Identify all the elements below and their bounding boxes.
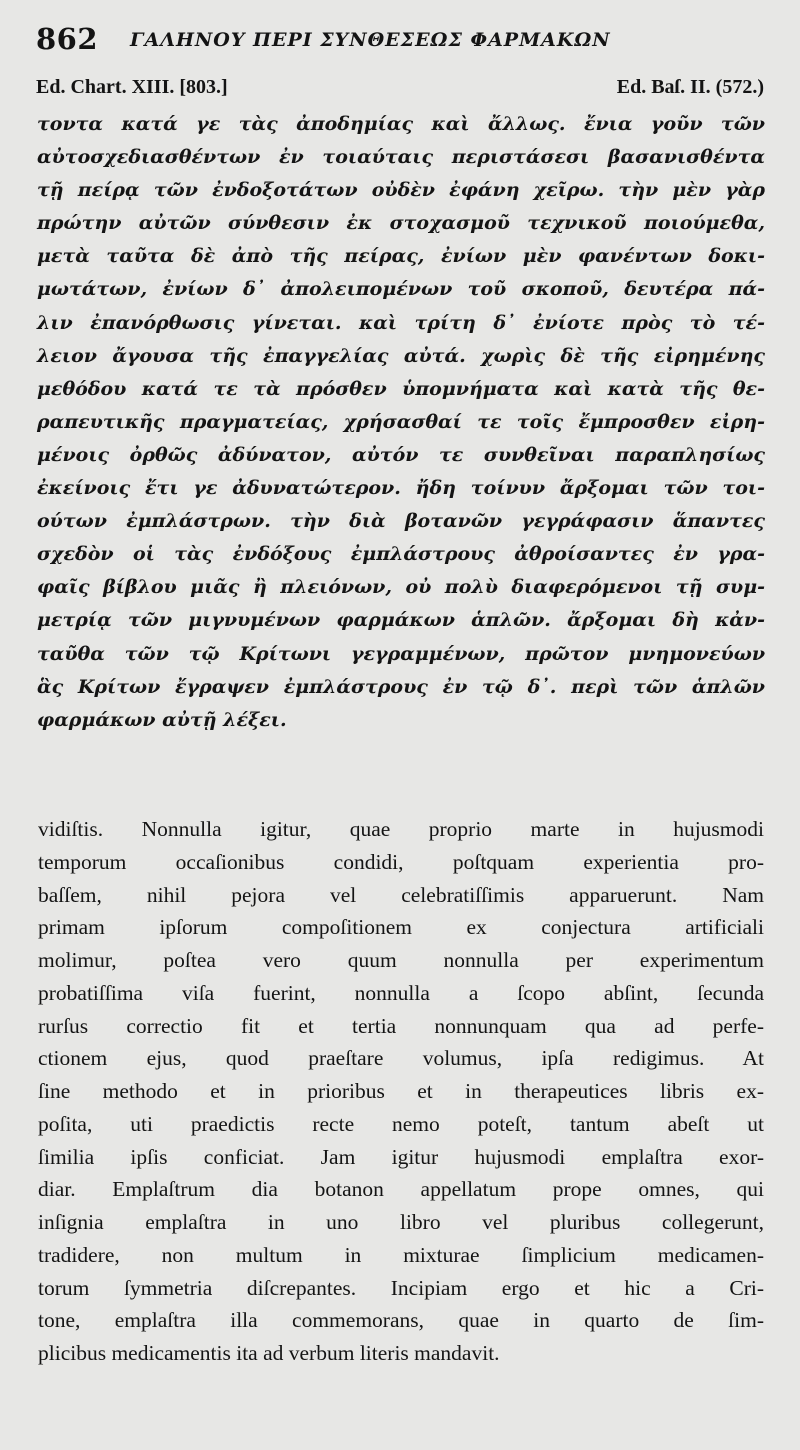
latin-line: temporum occaſionibus condidi, poſtquam experientia pro- xyxy=(38,849,764,874)
latin-line: poſita, uti praedictis recte nemo poteſt, tantum abeſt ut xyxy=(38,1111,764,1136)
greek-text-block xyxy=(37,108,765,737)
latin-line: ſine methodo et in prioribus et in therapeutices libris ex- xyxy=(38,1079,764,1103)
greek-line: ούτων ἐμπλάστρων. τὴν διὰ βοτανῶν γεγράφασιν ἅπαντες xyxy=(37,510,765,533)
greek-line: μετὰ ταῦτα δὲ ἀπὸ τῆς πείρας, ἐνίων μὲν φανέντων δοκι- xyxy=(37,245,765,268)
latin-line: probatiſſima viſa fuerint, nonnulla a ſcopo abſint, ſecunda xyxy=(38,980,764,1005)
edition-chartier: Ed. Chart. XIII. [803.] xyxy=(36,76,228,98)
greek-line: αὐτοσχεδιασθέντων ἐν τοιαύταις περιστάσεσι βασανισθέντα xyxy=(37,146,765,169)
latin-line: rurſus correctio fit et tertia nonnunquam qua ad perfe- xyxy=(38,1013,764,1038)
latin-line: vidiſtis. Nonnulla igitur, quae proprio marte in hujusmodi xyxy=(38,817,764,841)
greek-line: σχεδὸν οἱ τὰς ἐνδόξους ἐμπλάστρους ἀθροίσαντες ἐν γρα- xyxy=(37,543,765,566)
latin-line: inſignia emplaſtra in uno libro vel pluribus collegerunt, xyxy=(38,1210,764,1234)
greek-line: μετρίᾳ τῶν μιγνυμένων φαρμάκων ἁπλῶν. ἄρξομαι δὴ κἀν- xyxy=(37,609,765,632)
greek-line: λειον ἄγουσα τῆς ἐπαγγελίας αὐτά. χωρὶς δὲ τῆς εἰρημένης xyxy=(37,344,765,367)
greek-line: ταῦθα τῶν τῷ Κρίτωνι γεγραμμένων, πρῶτον μνημονεύων xyxy=(37,642,765,665)
greek-line: πρώτην αὐτῶν σύνθεσιν ἐκ στοχασμοῦ τεχνικοῦ ποιούμεθα, xyxy=(37,212,765,235)
running-head xyxy=(36,22,776,66)
greek-line: μεθόδου κατά τε τὰ πρόσθεν ὑπομνήματα καὶ κατὰ τῆς θε- xyxy=(37,377,765,400)
latin-line: tone, emplaſtra illa commemorans, quae in quarto de ſim- xyxy=(38,1308,764,1333)
edition-line xyxy=(36,76,764,106)
latin-line: ſimilia ipſis conficiat. Jam igitur hujusmodi emplaſtra exor- xyxy=(38,1144,764,1169)
greek-line: ἃς Κρίτων ἔγραψεν ἐμπλάστρους ἐν τῷ δ᾽. περὶ τῶν ἁπλῶν xyxy=(37,675,765,698)
latin-line: diar. Emplaſtrum dia botanon appellatum prope omnes, qui xyxy=(38,1177,764,1202)
latin-text-block xyxy=(38,813,764,1370)
latin-line: torum ſymmetria diſcrepantes. Incipiam ergo et hic a Cri- xyxy=(38,1275,764,1300)
latin-line: molimur, poſtea vero quum nonnulla per experimentum xyxy=(38,948,764,972)
greek-line: ραπευτικῆς πραγματείας, χρήσασθαί τε τοῖς ἔμπροσθεν εἰρη- xyxy=(37,410,765,433)
greek-line: λιν ἐπανόρθωσις γίνεται. καὶ τρίτη δ᾽ ἐνίοτε πρὸς τὸ τέ- xyxy=(37,311,765,334)
greek-line: φαῖς βίβλου μιᾶς ἢ πλειόνων, οὐ πολὺ διαφερόμενοι τῇ συμ- xyxy=(37,576,765,599)
latin-line: plicibus medicamentis ita ad verbum literis mandavit. xyxy=(38,1341,500,1365)
running-title: ΓΑΛΗΝΟΥ ΠΕΡΙ ΣΥΝΘΕΣΕΩΣ ΦΑΡΜΑΚΩΝ xyxy=(130,29,611,51)
latin-line: ctionem ejus, quod praeſtare volumus, ipſa redigimus. At xyxy=(38,1046,764,1071)
latin-line: tradidere, non multum in mixturae ſimplicium medicamen- xyxy=(38,1242,764,1267)
greek-line: μωτάτων, ἐνίων δ᾽ ἀπολειπομένων τοῦ σκοποῦ, δευτέρα πά- xyxy=(37,278,765,301)
greek-line: τοντα κατά γε τὰς ἀποδημίας καὶ ἄλλως. ἔνια γοῦν τῶν xyxy=(37,113,765,135)
greek-line: μένοις ὀρθῶς ἀδύνατον, αὐτόν τε συνθεῖναι παραπλησίως xyxy=(37,443,765,466)
page-number: 862 xyxy=(36,22,99,56)
greek-line: ἐκείνοις ἔτι γε ἀδυνατώτερον. ἤδη τοίνυν ἄρξομαι τῶν τοι- xyxy=(37,477,765,500)
latin-line: baſſem, nihil pejora vel celebratiſſimis apparuerunt. Nam xyxy=(38,882,764,907)
greek-line: τῇ πείρᾳ τῶν ἐνδοξοτάτων οὐδὲν ἐφάνη χεῖρω. τὴν μὲν γὰρ xyxy=(37,179,765,202)
latin-line: primam ipſorum compoſitionem ex conjectura artificiali xyxy=(38,915,764,940)
edition-basel: Ed. Baſ. II. (572.) xyxy=(616,76,764,98)
greek-line: φαρμάκων αὐτῇ λέξει. xyxy=(37,708,287,731)
